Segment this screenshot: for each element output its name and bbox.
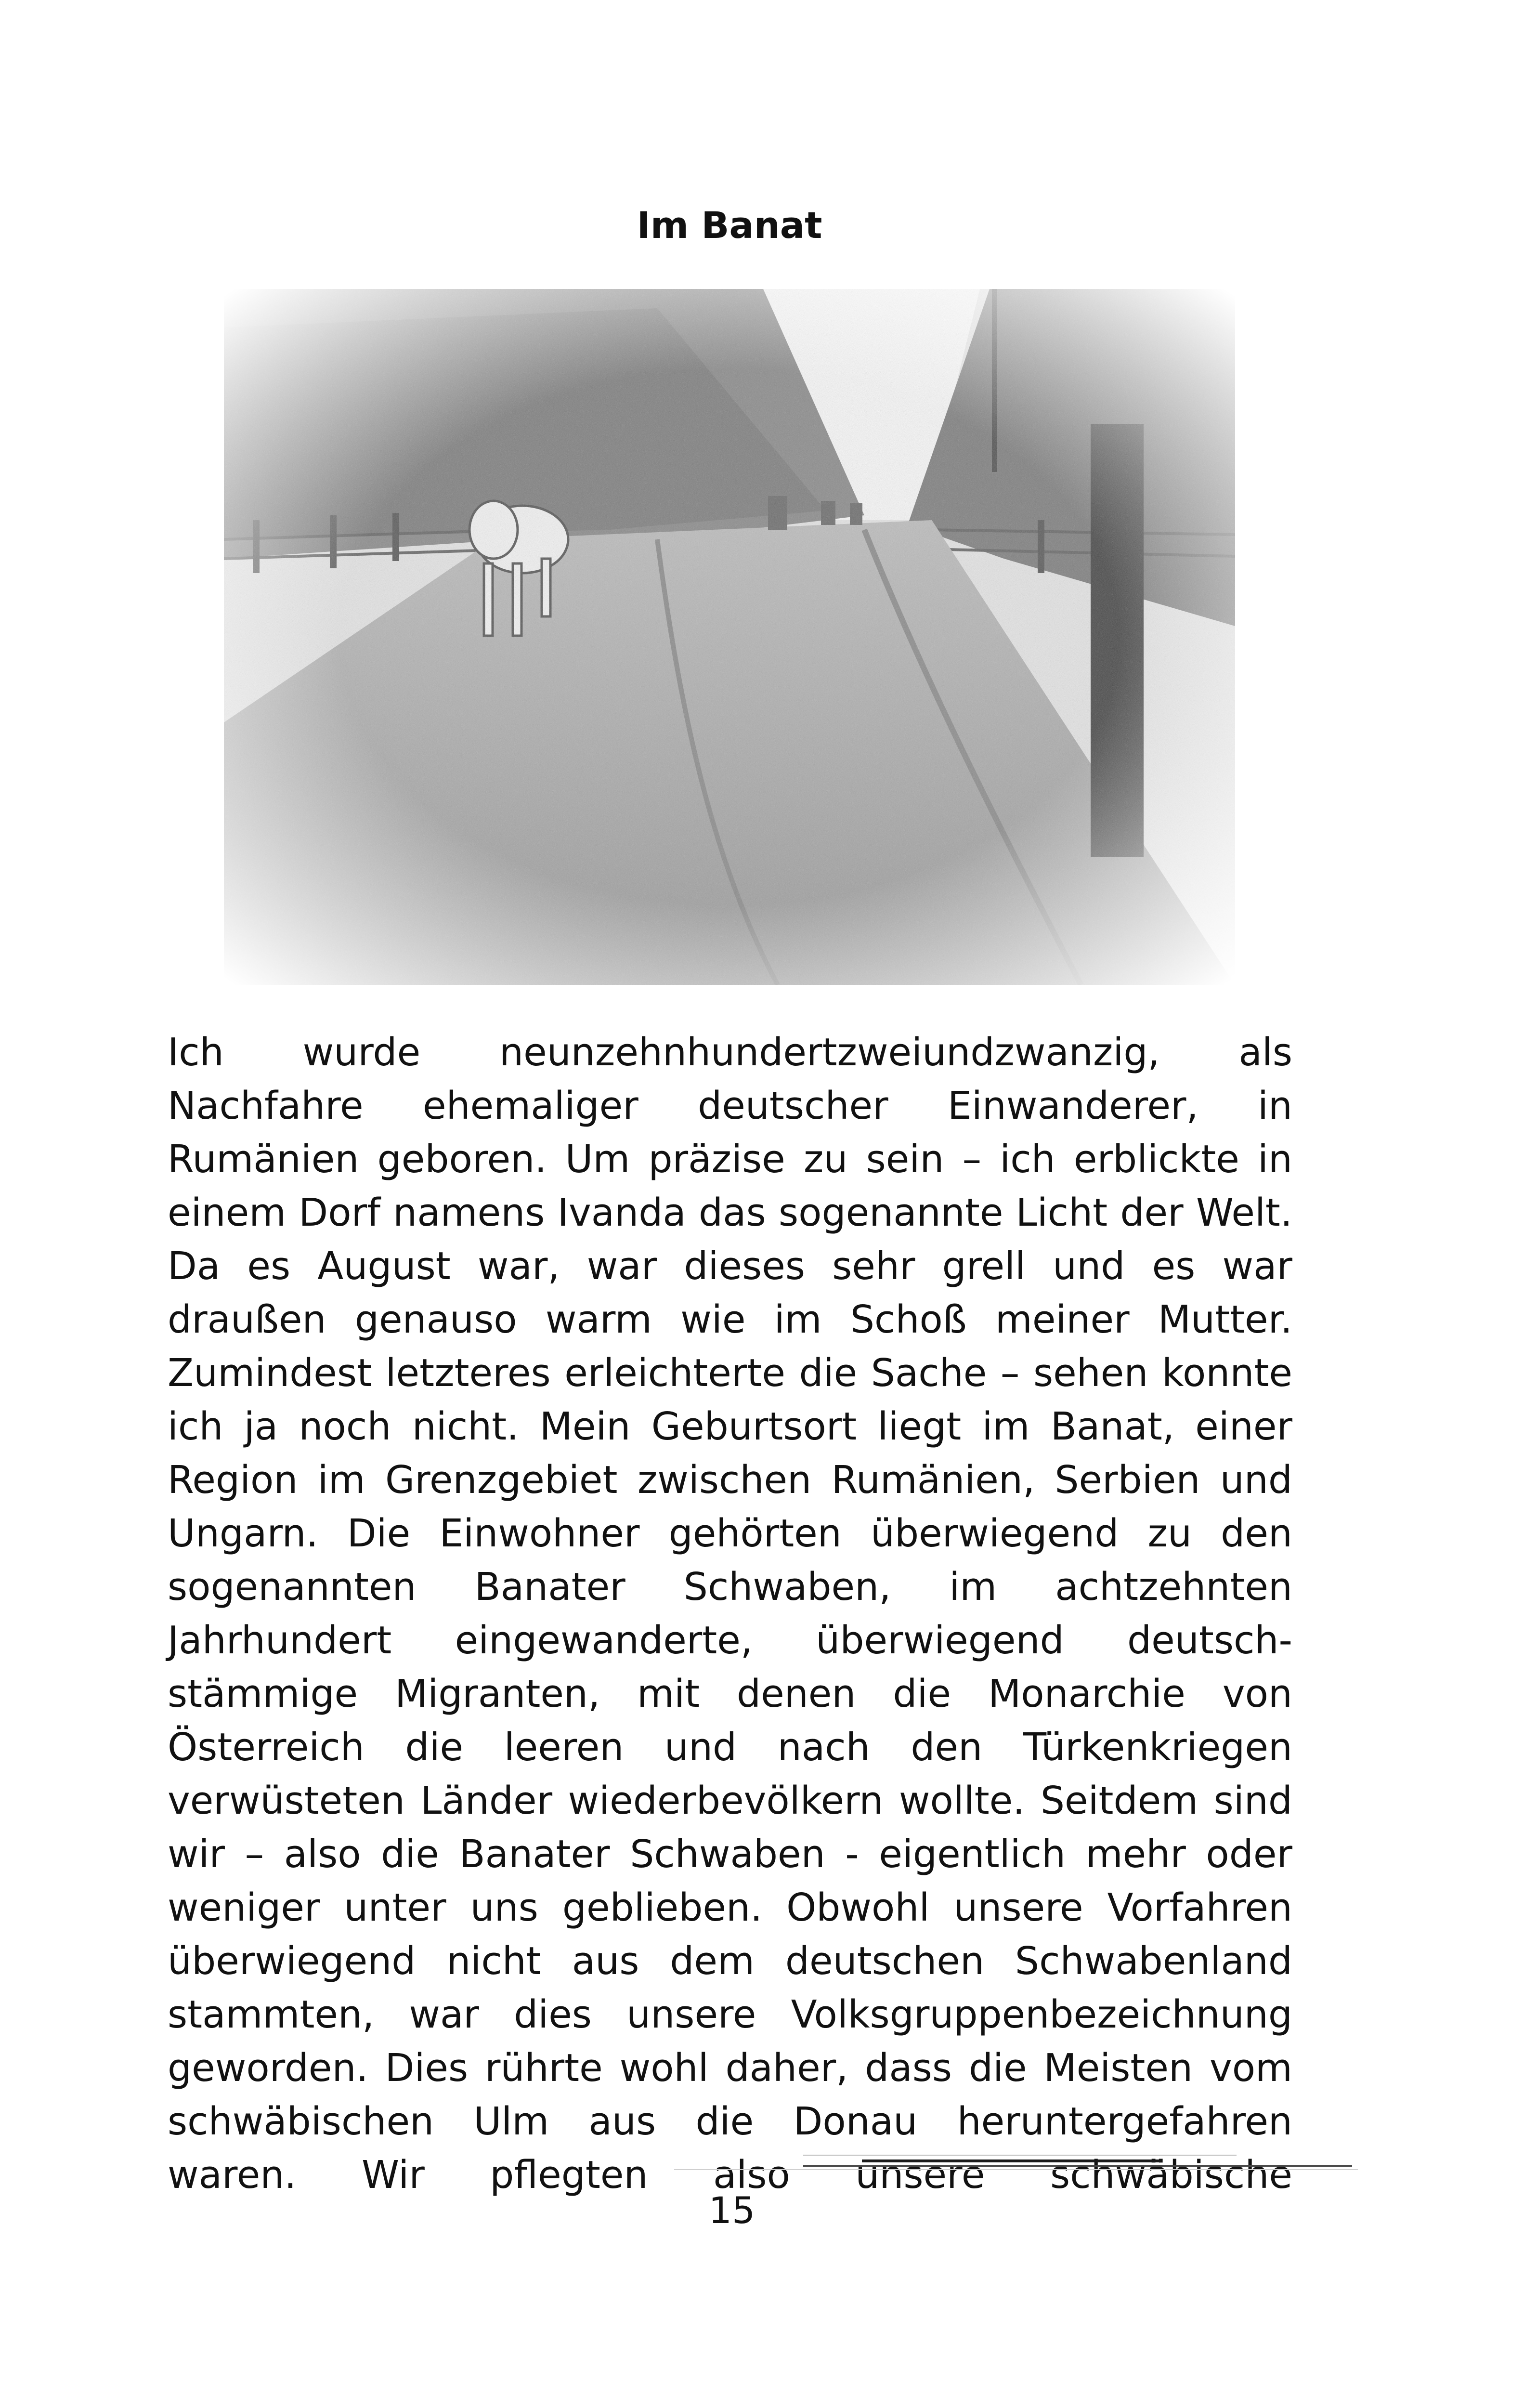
footer-divider bbox=[674, 2169, 1358, 2170]
footer-divider bbox=[803, 2155, 1237, 2156]
footer-divider bbox=[803, 2165, 1352, 2167]
chapter-title: Im Banat bbox=[637, 204, 822, 247]
footer-divider bbox=[862, 2159, 1160, 2162]
body-paragraph: Ich wurde neunzehnhundertzweiundzwanzig, als Nachfahre ehemaliger deutscher Einwanderer, in Rumänien geboren. Um präzise zu sein – ich erblickte in einem Dorf namens Ivanda das sogenannte Licht der Welt. Da es August war, war dieses sehr grell und es war draußen genauso warm wie im Schoß meiner Mutter. Zumindest letzteres erleichterte die Sache – sehen konnte ich ja noch nicht. Mein Geburtsort liegt im Banat, einer Region im Grenzgebiet zwischen Rumänien, Serbien und Ungarn. Die Einwohner gehörten überwiegend zu den sogenannten Banater Schwaben, im achtzehnten Jahrhundert eingewanderte, überwiegend deutsch-stämmige Migranten, mit denen die Monarchie von Österreich die leeren und nach den Türkenkriegen verwüsteten Länder wiederbevölkern wollte. Seitdem sind wir – also die Banater Schwaben - eigentlich mehr oder weniger unter uns geblieben. Obwohl unsere Vorfahren überwiegend nicht aus dem deutschen Schwabenland stammten, war dies unsere Volksgruppenbezeichnung geworden. Dies rührte wohl daher, dass die Meisten vom schwäbischen Ulm aus die Donau heruntergefahren waren. Wir pflegten also unsere schwäbische bbox=[168, 1030, 1292, 2197]
photo-country-road-with-cow-icon bbox=[224, 289, 1235, 985]
chapter-photo bbox=[224, 289, 1235, 985]
page-number: 15 bbox=[708, 2189, 755, 2232]
